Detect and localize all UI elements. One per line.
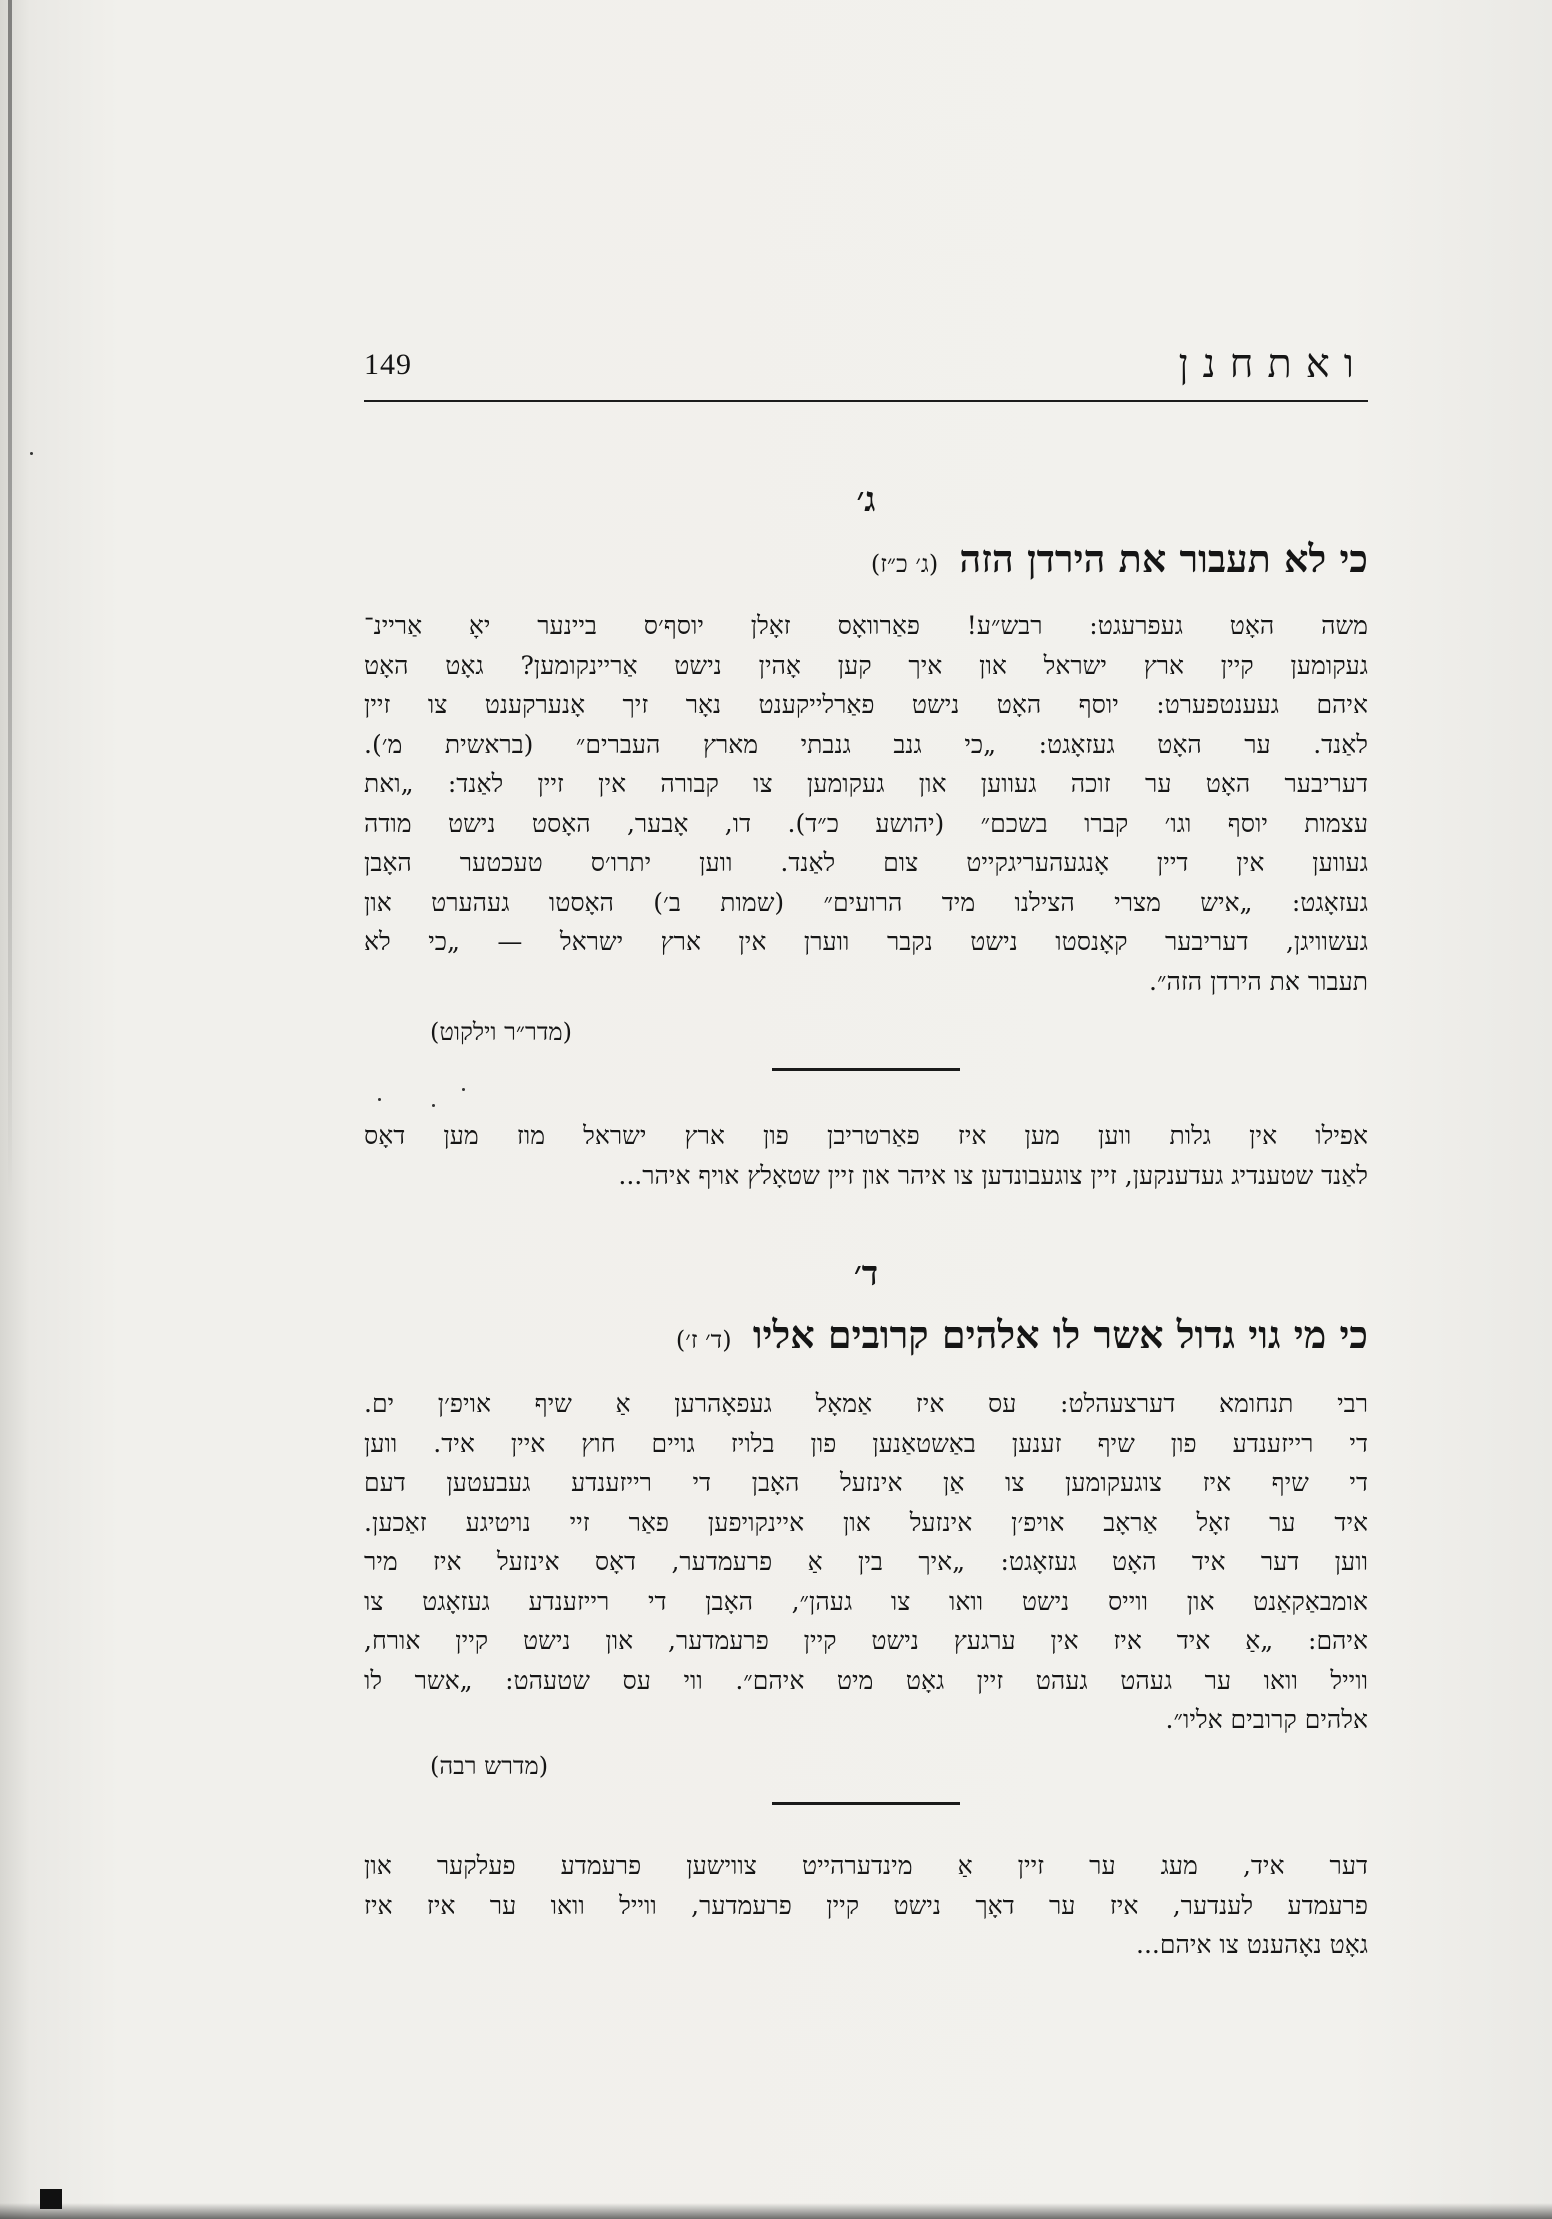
text-line: אומבאַקאַנט און ווייס נישט וואו צו געהן״, האָבן די רייזענדע געזאָגט צו xyxy=(364,1586,1368,1616)
text-line: איהם געענטפערט: יוסף האָט נישט פאַרלייקענט נאָר זיך אָנערקענט צו זיין xyxy=(364,690,1368,719)
section-letter-g: ג׳ xyxy=(856,480,876,520)
text-line: איד ער זאָל אַראָב אויפ׳ן אינזעל און איינקויפען פאַר זיי נויטיגע זאַכען. xyxy=(364,1507,1368,1537)
header-rule xyxy=(364,400,1368,402)
page-number: 149 xyxy=(364,348,412,381)
running-head: ואתחנן xyxy=(1178,341,1368,387)
text-line: אפילו אין גלות ווען מען איז פאַרטריבן פון ארץ ישראל מוז מען דאָס xyxy=(364,1121,1368,1150)
commentary-paragraph-g xyxy=(364,1116,1368,1195)
section-letter-d: ד׳ xyxy=(853,1254,879,1294)
verse-heading-text: כי מי גוי גדול אשר לו אלהים קרובים אליו xyxy=(752,1312,1368,1357)
text-line: עצמות יוסף וגו׳ קברו בשכם״ (יהושע כ״ד). דו, אָבער, האָסט נישט מודה xyxy=(364,808,1368,838)
scan-speck xyxy=(30,452,33,455)
book-spine-shadow xyxy=(8,0,12,1200)
text-line: געשוויגן, דעריבער קאָנסטו נישט נקבר ווערן אין ארץ ישראל — „כי לא xyxy=(364,927,1368,956)
text-line: איהם: „אַ איד איז אין ערגעץ נישט קיין פרעמדער, און נישט קיין אורח, xyxy=(364,1626,1368,1655)
text-line: געווען אין דיין אָנגעהעריגקייט צום לאַנד. ווען יתרו׳ס טעכטער האָבן xyxy=(364,848,1368,877)
verse-heading-g xyxy=(871,536,1368,582)
text-line: לאַנד. ער האָט געזאָגט: „כי גנב גנבתי מארץ העברים״ (בראשית מ׳). xyxy=(364,729,1368,759)
verse-heading-text: כי לא תעבור את הירדן הזה xyxy=(959,536,1368,581)
text-line: לאַנד שטענדיג געדענקען, זיין צוגעבונדען צו איהר און זיין שטאָלץ אויף איהר... xyxy=(618,1160,1368,1190)
source-citation-d: (מדרש רבה) xyxy=(430,1752,549,1780)
story-paragraph-d xyxy=(364,1384,1368,1740)
text-line: תעבור את הירדן הזה״. xyxy=(1149,966,1368,996)
section-divider xyxy=(772,1068,960,1071)
text-line: געזאָגט: „איש מצרי הצילנו מיד הרועים״ (שמות ב׳) האָסטו געהערט און xyxy=(364,887,1368,917)
text-line: רבי תנחומא דערצעהלט: עס איז אַמאָל געפאָהרען אַ שיף אויפ׳ן ים. xyxy=(364,1389,1368,1418)
text-line: פרעמדע לענדער, איז ער דאָך נישט קיין פרעמדער, ווייל וואו ער איז איז xyxy=(364,1890,1368,1920)
verse-heading-d xyxy=(676,1312,1368,1358)
scan-corner-mark xyxy=(40,2189,62,2209)
text-line: דעריבער האָט ער זוכה געווען און געקומען צו קבורה אין זיין לאַנד: „ואת xyxy=(364,769,1368,798)
scan-speck xyxy=(462,1088,465,1091)
text-line: אלהים קרובים אליו״. xyxy=(1165,1705,1368,1734)
text-line: משה האָט געפרעגט: רבש״ע! פאַרוואָס זאָלן יוסף׳ס ביינער יאָ אַריינ־ xyxy=(364,611,1368,640)
scan-speck xyxy=(378,1098,381,1101)
text-line: ווען דער איד האָט געזאָגט: „איך בין אַ פרעמדער, דאָס אינזעל איז מיר xyxy=(364,1547,1368,1576)
scan-speck xyxy=(432,1104,435,1107)
text-line: די רייזענדע פון שיף זענען באַשטאַנען פון בלויז גויים חוץ איין איד. ווען xyxy=(364,1428,1368,1458)
commentary-paragraph-d xyxy=(364,1846,1368,1965)
text-line: דער איד, מעג ער זיין אַ מינדערהייט צווישען פרעמדע פעלקער און xyxy=(364,1851,1368,1880)
source-citation-g: (מדר״ר וילקוט) xyxy=(430,1018,572,1046)
verse-reference: (ג׳ כ״ז) xyxy=(870,550,939,578)
section-divider xyxy=(772,1802,960,1805)
story-paragraph-g xyxy=(364,606,1368,1001)
text-line: די שיף איז צוגעקומען צו אַן אינזעל האָבן די רייזענדע געבעטען דעם xyxy=(364,1468,1368,1497)
scan-bottom-edge xyxy=(0,2203,1552,2219)
text-line: ווייל וואו ער געהט געהט זיין גאָט מיט איהם״. ווי עס שטעהט: „אשר לו xyxy=(364,1665,1368,1695)
page-header xyxy=(364,340,1368,390)
text-line: געקומען קיין ארץ ישראל און איך קען אָהין נישט אַריינקומען? גאָט האָט xyxy=(364,650,1368,680)
verse-reference: (ד׳ ז׳) xyxy=(675,1326,732,1354)
text-line: גאָט נאָהענט צו איהם... xyxy=(1136,1930,1368,1959)
